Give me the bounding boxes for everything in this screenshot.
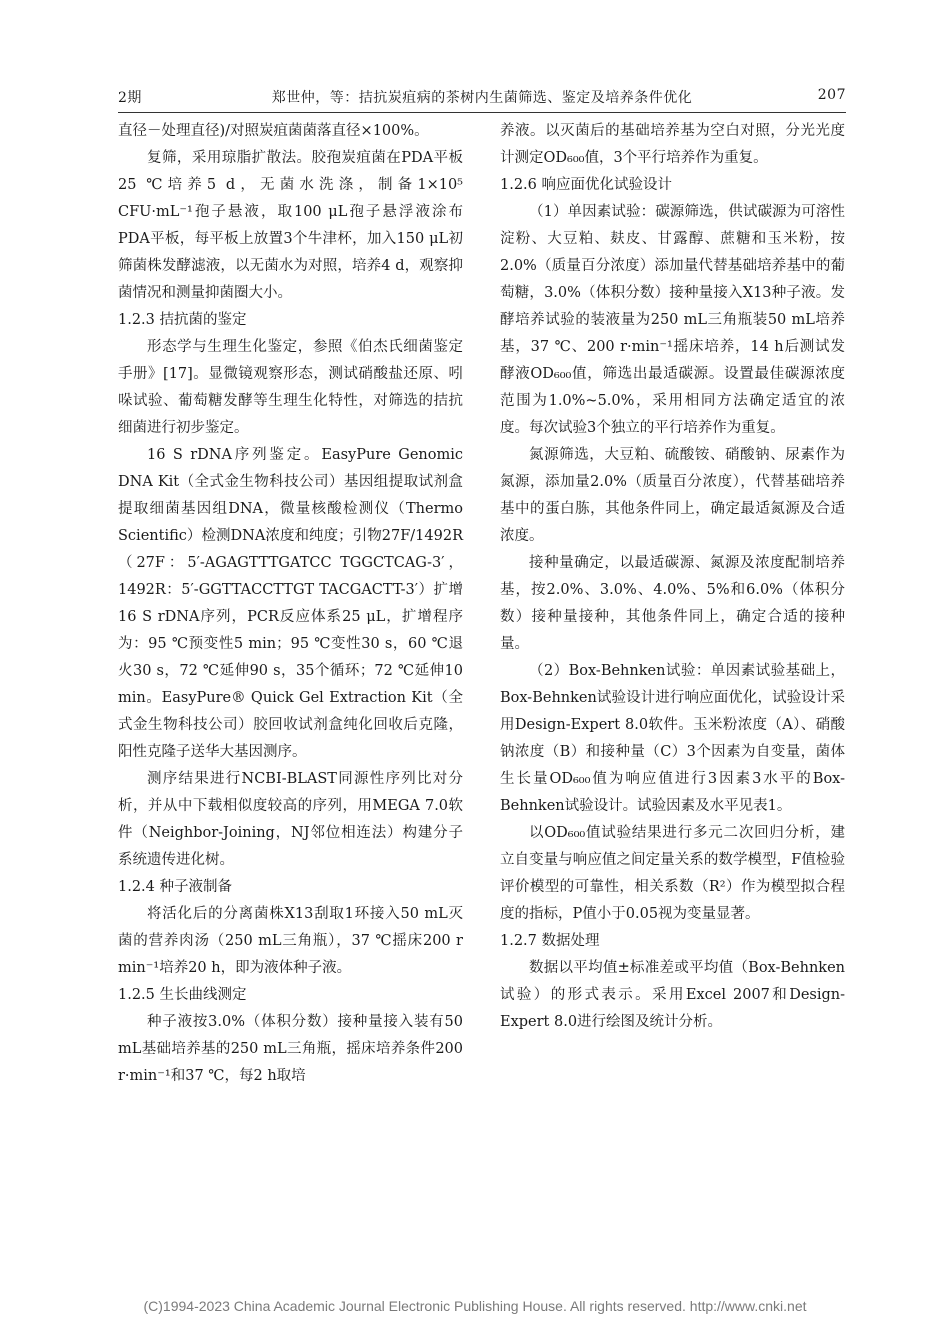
paragraph-nitrogen: 氮源筛选，大豆粕、硫酸铵、硝酸钠、尿素作为氮源，添加量2.0%（质量百分浓度），代替基础培养基中的蛋白胨，其他条件同上，确定最适氮源及合适浓度。 <box>500 447 845 544</box>
left-column <box>118 118 463 1090</box>
section-heading-1-2-4: 1.2.4 种子液制备 <box>118 879 233 895</box>
running-header <box>118 84 846 113</box>
paragraph-blast: 测序结果进行NCBI-BLAST同源性序列比对分析，并从中下载相似度较高的序列，用MEGA 7.0软件（Neighbor-Joining，NJ邻位相连法）构建分子系统遗传进化树。 <box>118 771 463 868</box>
paragraph-continued: 直径－处理直径)/对照炭疽菌菌落直径×100%。 <box>118 123 429 139</box>
paragraph-continued-right: 养液。以灭菌后的基础培养基为空白对照，分光光度计测定OD₆₀₀值，3个平行培养作为重复。 <box>500 123 845 166</box>
paragraph-regression: 以OD₆₀₀值试验结果进行多元二次回归分析，建立自变量与响应值之间定量关系的数学模型，F值检验评价模型的可靠性，相关系数（R²）作为模型拟合程度的指标，P值小于0.05视为变量显著。 <box>500 825 845 922</box>
section-heading-1-2-6: 1.2.6 响应面优化试验设计 <box>500 177 673 193</box>
section-heading-1-2-7: 1.2.7 数据处理 <box>500 933 600 949</box>
paragraph-box-behnken: （2）Box-Behnken试验：单因素试验基础上，Box-Behnken试验设计进行响应面优化，试验设计采用Design-Expert 8.0软件。玉米粉浓度（A）、硝酸钠浓度（B）和接种量（C）3个因素为自变量，菌体生长量OD₆₀₀值为响应值进行3因素3水平的Box-Behnken试验设计。试验因素及水平见表1。 <box>500 663 845 814</box>
paragraph-rescreen: 复筛，采用琼脂扩散法。胶孢炭疽菌在PDA平板25 ℃培养5 d，无菌水洗涤，制备1×10⁵ CFU·mL⁻¹孢子悬液，取100 μL孢子悬浮液涂布PDA平板，每平板上放置3个牛津杯，加入150 μL初筛菌株发酵滤液，以无菌水为对照，培养4 d，观察抑菌情况和测量抑菌圈大小。 <box>118 150 463 301</box>
paragraph-seed: 将活化后的分离菌株X13刮取1环接入50 mL灭菌的营养肉汤（250 mL三角瓶），37 ℃摇床200 r min⁻¹培养20 h，即为液体种子液。 <box>118 906 463 976</box>
paragraph-single-factor: （1）单因素试验：碳源筛选，供试碳源为可溶性淀粉、大豆粕、麸皮、甘露醇、蔗糖和玉米粉，按2.0%（质量百分浓度）添加量代替基础培养基中的葡萄糖，3.0%（体积分数）接种量接入X13种子液。发酵培养试验的装液量为250 mL三角瓶装50 mL培养基，37 ℃、200 r·min⁻¹摇床培养，14 h后测试发酵液OD₆₀₀值，筛选出最适碳源。设置最佳碳源浓度范围为1.0%~5.0%，采用相同方法确定适宜的浓度。每次试验3个独立的平行培养作为重复。 <box>500 204 845 436</box>
paragraph-growth-curve: 种子液按3.0%（体积分数）接种量接入装有50 mL基础培养基的250 mL三角瓶，摇床培养条件200 r·min⁻¹和37 ℃，每2 h取培 <box>118 1014 463 1084</box>
paragraph-morphology: 形态学与生理生化鉴定，参照《伯杰氏细菌鉴定手册》[17]。显微镜观察形态，测试硝酸盐还原、吲哚试验、葡萄糖发酵等生理生化特性，对筛选的拮抗细菌进行初步鉴定。 <box>118 339 463 436</box>
paragraph-inoculum: 接种量确定，以最适碳源、氮源及浓度配制培养基，按2.0%、3.0%、4.0%、5%和6.0%（体积分数）接种量接种，其他条件同上，确定合适的接种量。 <box>500 555 845 652</box>
page-number: 207 <box>817 87 846 103</box>
paragraph-data-processing: 数据以平均值±标准差或平均值（Box-Behnken试验）的形式表示。采用Excel 2007和Design-Expert 8.0进行绘图及统计分析。 <box>500 960 845 1030</box>
issue-number: 2期 <box>118 90 142 106</box>
running-title: 郑世仲，等：拮抗炭疽病的茶树内生菌筛选、鉴定及培养条件优化 <box>271 90 693 106</box>
section-heading-1-2-5: 1.2.5 生长曲线测定 <box>118 987 247 1003</box>
right-column <box>500 118 845 1036</box>
paragraph-16s-rdna: 16 S rDNA序列鉴定。EasyPure Genomic DNA Kit（全式金生物科技公司）基因组提取试剂盒提取细菌基因组DNA，微量核酸检测仪（Thermo Scientific）检测DNA浓度和纯度；引物27F/1492R（27F：5′-AGAGTTTGATCC TGGCTCAG-3′，1492R：5′-GGTTACCTTGT TACGACTT-3′）扩增16 S rDNA序列，PCR反应体系25 μL，扩增程序为：95 ℃预变性5 min；95 ℃变性30 s，60 ℃退火30 s，72 ℃延伸90 s，35个循环；72 ℃延伸10 min。EasyPure® Quick Gel Extraction Kit（全式金生物科技公司）胶回收试剂盒纯化回收后克隆，阳性克隆子送华大基因测序。 <box>118 447 463 760</box>
section-heading-1-2-3: 1.2.3 拮抗菌的鉴定 <box>118 312 247 328</box>
copyright-footer: (C)1994-2023 China Academic Journal Electronic Publishing House. All rights reserved. http://www.cnki.net <box>143 1298 807 1314</box>
